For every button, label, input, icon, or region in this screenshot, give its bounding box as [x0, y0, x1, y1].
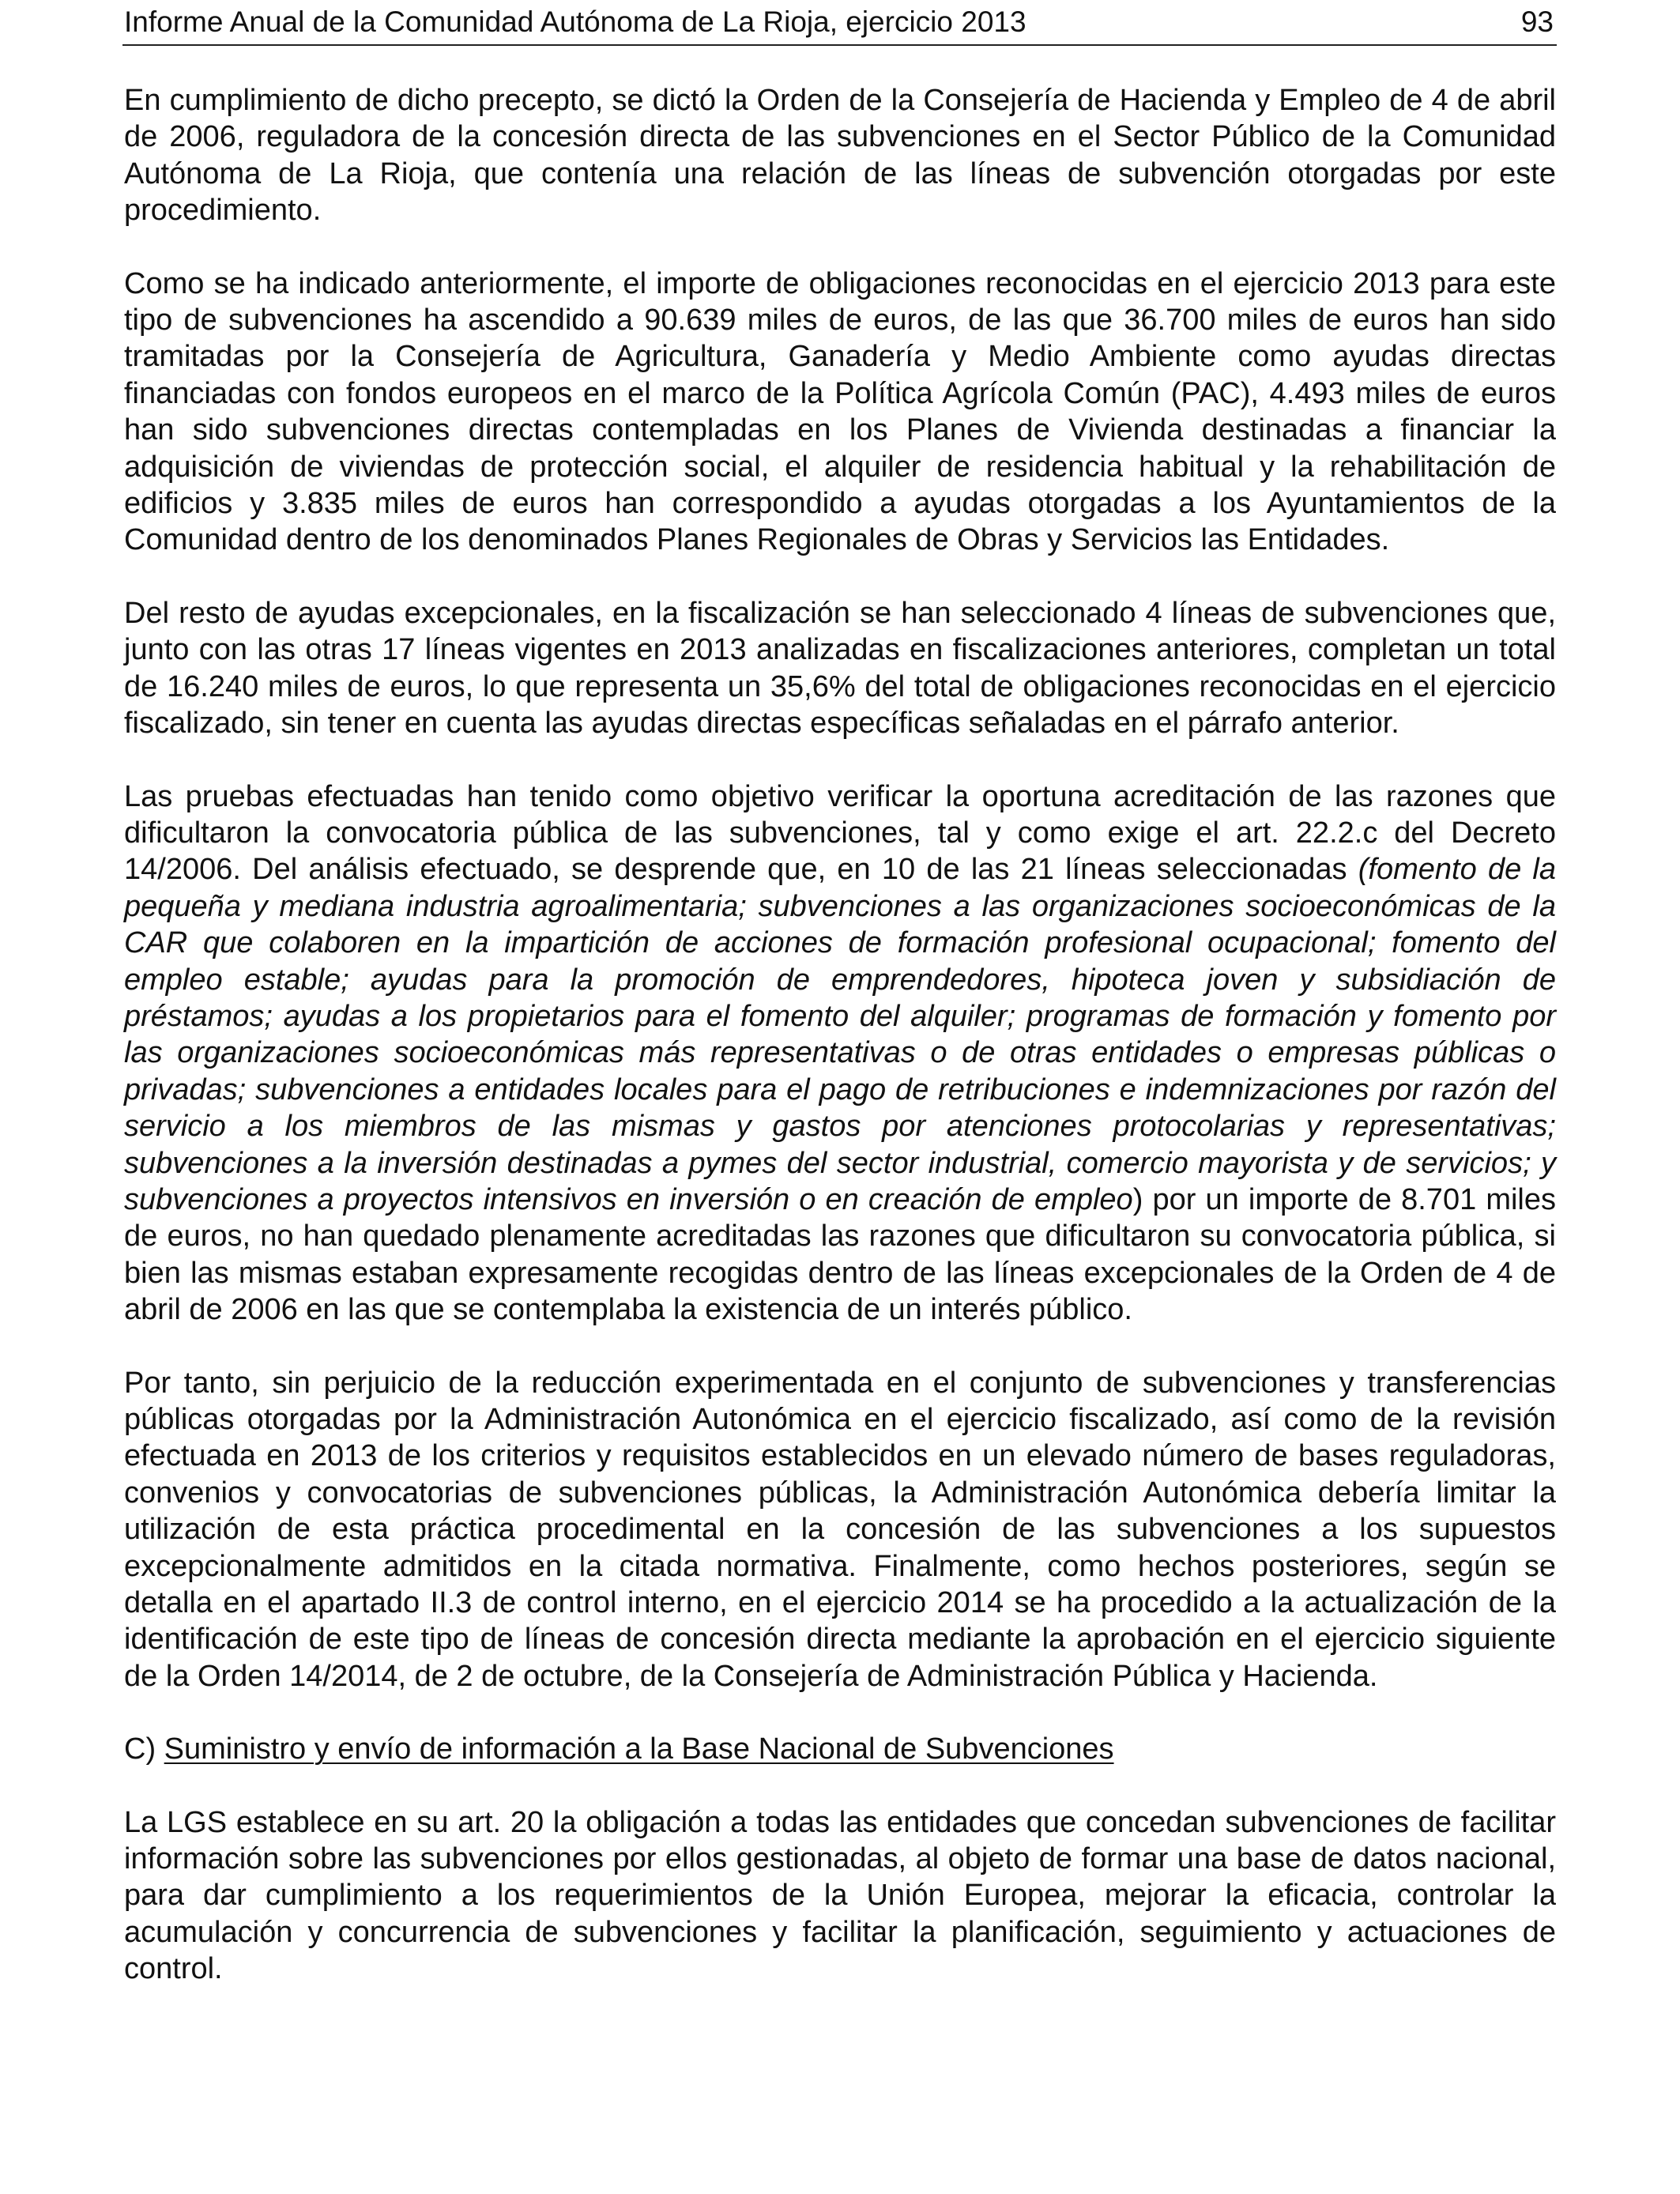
section-prefix: C): [124, 1732, 164, 1766]
page-number: 93: [1520, 6, 1554, 38]
paragraph-2: Como se ha indicado anteriormente, el importe de obligaciones reconocidas en el ejercicio 2013 para este tipo de subvenciones ha ascendido a 90.639 miles de euros, de las que 36.700 miles de euros han sido tramitadas por la Consejería de Agricultura, Ganadería y Medio Ambiente como ayudas directas financiadas con fondos europeos en el marco de la Política Agrícola Común (PAC), 4.493 miles de euros han sido subvenciones directas contempladas en los Planes de Vivienda destinadas a financiar la adquisición de viviendas de protección social, el alquiler de residencia habitual y la rehabilitación de edificios y 3.835 miles de euros han correspondido a ayudas otorgadas a los Ayuntamientos de la Comunidad dentro de los denominados Planes Regionales de Obras y Servicios las Entidades.: [124, 266, 1556, 557]
paragraph-4: [124, 778, 1556, 1329]
paragraph-4-end: ) por un importe de 8.701 miles de euros, no han quedado plenamente acreditadas las razones que dificultaron su convocatoria pública, si bien las mismas estaban expresamente recogidas dentro de las líneas excepcionales de la Orden de 4 de abril de 2006 en las que se contemplaba la existencia de un interés público.: [124, 1182, 1556, 1327]
document-body: [124, 82, 1556, 2024]
section-heading: [124, 1731, 1556, 1767]
paragraph-5: Por tanto, sin perjuicio de la reducción experimentada en el conjunto de subvenciones y transferencias públicas otorgadas por la Administración Autonómica en el ejercicio fiscalizado, así como de la revisión efectuada en 2013 de los criterios y requisitos establecidos en un elevado número de bases reguladoras, convenios y convocatorias de subvenciones públicas, la Administración Autonómica debería limitar la utilización de esta práctica procedimental en la concesión de las subvenciones a los supuestos excepcionalmente admitidos en la citada normativa. Finalmente, como hechos posteriores, según se detalla en el apartado II.3 de control interno, en el ejercicio 2014 se ha procedido a la actualización de la identificación de este tipo de líneas de concesión directa mediante la aprobación en el ejercicio siguiente de la Orden 14/2014, de 2 de octubre, de la Consejería de Administración Pública y Hacienda.: [124, 1366, 1556, 1693]
paragraph-1: En cumplimiento de dicho precepto, se dictó la Orden de la Consejería de Hacienda y Empleo de 4 de abril de 2006, reguladora de la concesión directa de las subvenciones en el Sector Público de la Comunidad Autónoma de La Rioja, que contenía una relación de las líneas de subvención otorgadas por este procedimiento.: [124, 84, 1556, 228]
paragraph-3: Del resto de ayudas excepcionales, en la fiscalización se han seleccionado 4 líneas de subvenciones que, junto con las otras 17 líneas vigentes en 2013 analizadas en fiscalizaciones anteriores, completan un total de 16.240 miles de euros, lo que representa un 35,6% del total de obligaciones reconocidas en el ejercicio fiscalizado, sin tener en cuenta las ayudas directas específicas señaladas en el párrafo anterior.: [124, 596, 1556, 741]
section-title: Suministro y envío de información a la Base Nacional de Subvenciones: [164, 1732, 1114, 1766]
paragraph-6: La LGS establece en su art. 20 la obligación a todas las entidades que concedan subvenciones de facilitar información sobre las subvenciones por ellos gestionadas, al objeto de formar una base de datos nacional, para dar cumplimiento a los requerimientos de la Unión Europea, mejorar la eficacia, controlar la acumulación y concurrencia de subvenciones y facilitar la planificación, seguimiento y actuaciones de control.: [124, 1805, 1556, 1986]
paragraph-4-italic-list: (fomento de la pequeña y mediana industria agroalimentaria; subvenciones a las organizaciones socioeconómicas de la CAR que colaboren en la impartición de acciones de formación profesional ocupacional; fomento del empleo estable; ayudas para la promoción de emprendedores, hipoteca joven y subsidiación de préstamos; ayudas a los propietarios para el fomento del alquiler; programas de formación y fomento por las organizaciones socioeconómicas más representativas o de otras entidades o empresas públicas o privadas; subvenciones a entidades locales para el pago de retribuciones e indemnizaciones por razón del servicio a los miembros de las mismas y gastos por atenciones protocolarias y representativas; subvenciones a la inversión destinadas a pymes del sector industrial, comercio mayorista y de servicios; y subvenciones a proyectos intensivos en inversión o en creación de empleo: [124, 853, 1557, 1216]
paragraph-4-start: Las pruebas efectuadas han tenido como objetivo verificar la oportuna acreditación de las razones que dificultaron la convocatoria pública de las subvenciones, tal y como exige el art. 22.2.c del Decreto 14/2006. Del análisis efectuado, se desprende que, en 10 de las 21 líneas seleccionadas: [124, 779, 1556, 887]
header-title: Informe Anual de la Comunidad Autónoma de La Rioja, ejercicio 2013: [124, 6, 1026, 38]
page-header: [122, 5, 1557, 46]
